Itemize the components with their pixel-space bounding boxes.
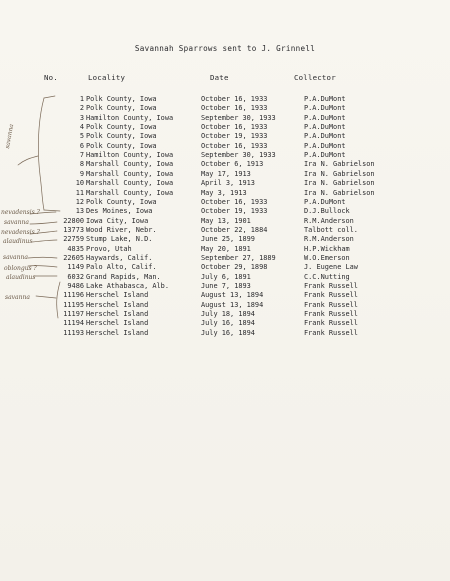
locality-cell: Herschel Island [86, 310, 149, 319]
collector-cell: Frank Russell [304, 310, 358, 319]
date-cell: October 29, 1898 [201, 263, 268, 272]
locality-cell: Polk County, Iowa [86, 95, 157, 103]
collector-cell: P.A.DuMont [304, 113, 346, 122]
locality-cell: Marshall County, Iowa [86, 188, 174, 197]
locality-cell: Polk County, Iowa [86, 141, 157, 150]
table-row [0, 273, 450, 282]
specimen-number: 6 [79, 141, 84, 150]
locality-cell: Marshall County, Iowa [86, 160, 174, 169]
table-row [0, 291, 450, 300]
date-cell: October 6, 1913 [201, 160, 264, 169]
specimen-number: 9 [79, 169, 84, 178]
table-row [0, 104, 450, 113]
locality-cell: Lake Athabasca, Alb. [86, 282, 169, 290]
handwritten-note: alaudinus [6, 274, 36, 281]
locality-cell: Hamilton County, Iowa [86, 151, 174, 160]
collector-cell: Ira N. Gabrielson [304, 179, 375, 188]
date-cell: July 16, 1894 [201, 328, 255, 337]
collector-cell: Talbott coll. [304, 225, 358, 234]
locality-cell: Haywards, Calif. [86, 253, 153, 262]
table-row [0, 310, 450, 319]
collector-cell: P.A.DuMont [304, 141, 346, 150]
locality-cell: Herschel Island [86, 319, 149, 328]
date-cell: June 7, 1893 [201, 282, 251, 290]
handwritten-note: savanna [4, 219, 29, 226]
specimen-number: 13 [75, 207, 84, 216]
table-row [0, 301, 450, 310]
table-row [0, 151, 450, 160]
header-collector: Collector [294, 73, 336, 82]
table-row [0, 170, 450, 179]
handwritten-note: nevadensis ? [1, 229, 40, 236]
specimen-number: 11196 [63, 291, 84, 300]
table-row [0, 114, 450, 123]
specimen-number: 10 [75, 179, 84, 188]
table-row [0, 132, 450, 141]
locality-cell: Stump Lake, N.D. [86, 235, 153, 244]
date-cell: July 18, 1894 [201, 310, 255, 319]
collector-cell: D.J.Bullock [304, 207, 350, 216]
table-row [0, 282, 450, 291]
collector-cell: R.M.Anderson [304, 216, 354, 225]
specimen-number: 5 [79, 132, 84, 141]
table-row [0, 160, 450, 169]
collector-cell: J. Eugene Law [304, 263, 358, 272]
date-cell: July 16, 1894 [201, 319, 255, 328]
collector-cell: Frank Russell [304, 328, 358, 337]
date-cell: August 13, 1894 [201, 291, 264, 300]
table-row [0, 254, 450, 263]
collector-cell: P.A.DuMont [304, 95, 346, 103]
specimen-number: 13773 [63, 225, 84, 234]
locality-cell: Marshall County, Iowa [86, 179, 174, 188]
collector-cell: P.A.DuMont [304, 123, 346, 132]
locality-cell: Provo, Utah [86, 244, 132, 253]
table-row [0, 95, 450, 104]
specimen-number: 22605 [63, 253, 84, 262]
locality-cell: Des Moines, Iowa [86, 207, 153, 216]
collector-cell: Frank Russell [304, 291, 358, 300]
specimen-number: 1149 [67, 263, 84, 272]
collector-cell: Frank Russell [304, 319, 358, 328]
date-cell: May 3, 1913 [201, 188, 247, 197]
date-cell: April 3, 1913 [201, 179, 255, 188]
date-cell: October 19, 1933 [201, 207, 268, 216]
table-row [0, 245, 450, 254]
collector-cell: Frank Russell [304, 300, 358, 309]
date-cell: September 30, 1933 [201, 151, 276, 160]
specimen-number: 22759 [63, 235, 84, 244]
date-cell: September 27, 1889 [201, 253, 276, 262]
date-cell: July 6, 1891 [201, 272, 251, 281]
table-row [0, 207, 450, 216]
collector-cell: R.M.Anderson [304, 235, 354, 244]
specimen-number: 6032 [67, 272, 84, 281]
locality-cell: Herschel Island [86, 300, 149, 309]
header-no: No. [44, 73, 58, 82]
date-cell: October 16, 1933 [201, 104, 268, 113]
locality-cell: Polk County, Iowa [86, 104, 157, 113]
header-locality: Locality [88, 73, 126, 82]
date-cell: October 16, 1933 [201, 95, 268, 103]
date-cell: May 17, 1913 [201, 169, 251, 178]
table-row [0, 319, 450, 328]
collector-cell: H.P.Wickham [304, 244, 350, 253]
date-cell: May 13, 1901 [201, 216, 251, 225]
table-row [0, 217, 450, 226]
specimen-number: 4 [79, 123, 84, 132]
collector-cell: Ira N. Gabrielson [304, 169, 375, 178]
table-row [0, 235, 450, 244]
date-cell: October 19, 1933 [201, 132, 268, 141]
locality-cell: Grand Rapids, Man. [86, 272, 161, 281]
handwritten-note: alaudinus [3, 238, 33, 245]
date-cell: August 13, 1894 [201, 300, 264, 309]
specimen-number: 2 [79, 104, 84, 113]
date-cell: October 16, 1933 [201, 197, 268, 206]
table-row [0, 123, 450, 132]
collector-cell: Frank Russell [304, 282, 358, 290]
handwritten-note: nevadensis ? [1, 209, 40, 216]
specimen-number: 7 [79, 151, 84, 160]
locality-cell: Marshall County, Iowa [86, 169, 174, 178]
collector-cell: Ira N. Gabrielson [304, 188, 375, 197]
specimen-number: 12 [75, 197, 84, 206]
collector-cell: P.A.DuMont [304, 104, 346, 113]
collector-cell: Ira N. Gabrielson [304, 160, 375, 169]
specimen-number: 11197 [63, 310, 84, 319]
collector-cell: P.A.DuMont [304, 197, 346, 206]
handwritten-note: savanna [5, 294, 30, 301]
locality-cell: Iowa City, Iowa [86, 216, 149, 225]
date-cell: October 16, 1933 [201, 123, 268, 132]
specimen-number: 8 [79, 160, 84, 169]
locality-cell: Polk County, Iowa [86, 197, 157, 206]
date-cell: October 22, 1884 [201, 225, 268, 234]
specimen-number: 11 [75, 188, 84, 197]
locality-cell: Herschel Island [86, 291, 149, 300]
specimen-number: 22800 [63, 216, 84, 225]
table-row [0, 263, 450, 272]
specimen-number: 9486 [67, 282, 84, 290]
date-cell: May 20, 1891 [201, 244, 251, 253]
date-cell: September 30, 1933 [201, 113, 276, 122]
locality-cell: Wood River, Nebr. [86, 225, 157, 234]
table-row [0, 142, 450, 151]
specimen-number: 4835 [67, 244, 84, 253]
specimen-number: 11193 [63, 328, 84, 337]
table-row [0, 226, 450, 235]
table-row [0, 179, 450, 188]
collector-cell: P.A.DuMont [304, 132, 346, 141]
table-row [0, 198, 450, 207]
collector-cell: C.C.Nutting [304, 272, 350, 281]
table-row [0, 329, 450, 338]
specimen-number: 3 [79, 113, 84, 122]
locality-cell: Hamilton County, Iowa [86, 113, 174, 122]
date-cell: June 25, 1899 [201, 235, 255, 244]
page-title: Savannah Sparrows sent to J. Grinnell [134, 44, 316, 53]
collector-cell: P.A.DuMont [304, 151, 346, 160]
handwritten-note: savanna [4, 123, 16, 150]
locality-cell: Polk County, Iowa [86, 123, 157, 132]
table-row [0, 189, 450, 198]
date-cell: October 16, 1933 [201, 141, 268, 150]
locality-cell: Palo Alto, Calif. [86, 263, 157, 272]
specimen-number: 11195 [63, 300, 84, 309]
handwritten-note: savanna [3, 254, 28, 261]
specimen-number: 11194 [63, 319, 84, 328]
locality-cell: Polk County, Iowa [86, 132, 157, 141]
collector-cell: W.O.Emerson [304, 253, 350, 262]
specimen-number: 1 [79, 95, 84, 103]
locality-cell: Herschel Island [86, 328, 149, 337]
header-date: Date [210, 73, 229, 82]
handwritten-note: oblongus ? [4, 265, 37, 272]
